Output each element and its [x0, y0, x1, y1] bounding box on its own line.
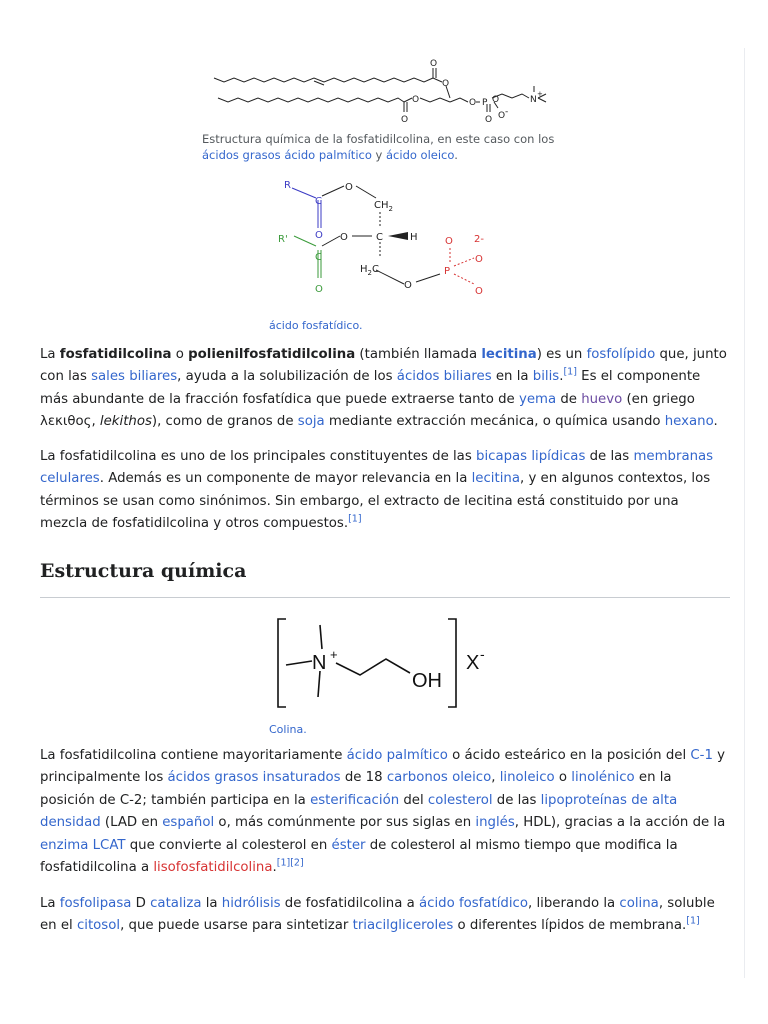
link-c1[interactable]: C-1 [690, 748, 713, 763]
link-hidrolisis[interactable]: hidrólisis [221, 896, 281, 911]
link-soja[interactable]: soja [297, 414, 325, 430]
italic-term: lekithos [99, 414, 152, 430]
bold-term: polienilfosfatidilcolina [188, 347, 356, 362]
link-ester[interactable]: éster [331, 837, 366, 853]
link-fosfolipido[interactable]: fosfolípido [586, 347, 656, 362]
atom-c: C [315, 196, 322, 207]
link-yema[interactable]: yema [518, 391, 557, 407]
link-linoleico[interactable]: linoleico [499, 770, 555, 786]
reference-2[interactable]: [2] [290, 857, 304, 869]
atom-o: O [445, 236, 453, 247]
link-lcat[interactable]: LCAT [92, 837, 126, 853]
link-espanol[interactable]: español [162, 815, 215, 831]
charge-label: 2- [474, 234, 484, 245]
atom-o: O [469, 98, 477, 108]
figure2-caption[interactable]: ácido fosfatídico. [269, 319, 363, 332]
link-sales-biliares[interactable]: sales biliares [91, 369, 178, 385]
atom-c: C [376, 232, 383, 243]
heading-divider [40, 597, 730, 598]
atom-n-charge: + [537, 90, 543, 98]
atom-o: O [412, 95, 420, 105]
caption-text: Estructura química de la fosfatidilcolina, en este caso con los [202, 132, 555, 146]
link-acidos-biliares[interactable]: ácidos biliares [396, 369, 492, 385]
content-right-border [744, 48, 745, 978]
hydrolysis-paragraph: La fosfolipasa D cataliza la hidrólisis de fosfatidilcolina a ácido fosfatídico, liberando la colina, soluble en el citosol, que puede usarse para sintetizar triacilgliceroles o diferentes lípidos de membrana.[1] [40, 896, 715, 934]
atom-n: N [312, 652, 327, 674]
link-ingles[interactable]: inglés [475, 815, 515, 831]
link-carbonos[interactable]: carbonos [386, 770, 448, 786]
link-esterificacion[interactable]: esterificación [310, 792, 400, 808]
link-huevo[interactable]: huevo [581, 391, 623, 407]
link-lipoproteinas[interactable]: lipoproteínas de alta densidad [40, 792, 678, 831]
atom-o: O [475, 254, 483, 265]
link-hexano[interactable]: hexano [664, 414, 714, 430]
bold-term: fosfatidilcolina [59, 347, 172, 362]
r-label: R [284, 180, 291, 191]
link-colesterol[interactable]: colesterol [427, 792, 493, 808]
right-bracket [448, 619, 456, 707]
figure1-caption [202, 131, 562, 163]
link-membranas-celulares[interactable]: membranas celulares [40, 449, 714, 487]
atom-n-charge: + [330, 647, 338, 662]
counter-ion-charge: - [480, 646, 485, 662]
counter-ion-label: X [466, 652, 480, 674]
link-lisofosfatidilcolina[interactable]: lisofosfatidilcolina [153, 860, 273, 876]
link-triacilgliceroles[interactable]: triacilgliceroles [352, 918, 454, 934]
phosphatidic-acid-structure-image[interactable] [268, 170, 498, 310]
link-acido-palmitico[interactable]: ácido palmítico [346, 748, 448, 763]
atom-o: O [485, 115, 493, 125]
atom-c: C [315, 252, 322, 263]
intro-paragraph: La fosfatidilcolina o polienilfosfatidilcolina (también llamada lecitina) es un fosfolípido que, junto con las sales biliares, ayuda a la solubilización de los ácidos biliares en la bilis.[1] Es el componente más abundante de la fracción fosfatídica que puede extraerse tanto de yema de huevo (en griego λεκιθος, lekithos), como de granos de soja mediante extracción mecánica, o química usando hexano. [40, 347, 727, 430]
ch2-label: $CH_2$ [374, 200, 393, 213]
link-bicapas-lipidicas[interactable]: bicapas lipídicas [476, 449, 586, 464]
link-cataliza[interactable]: cataliza [150, 896, 202, 911]
section-heading: Estructura química [40, 560, 247, 582]
link-fosfolipasa[interactable]: fosfolipasa [59, 896, 132, 911]
h2c-label: $H_2C$ [360, 264, 379, 277]
figure3-caption[interactable]: Colina. [269, 723, 307, 736]
atom-o: O [475, 286, 483, 297]
atom-o: O [404, 280, 412, 291]
choline-structure-image[interactable] [270, 615, 500, 715]
atom-n: N [530, 95, 537, 105]
link-acido-fosfatidico[interactable]: ácido fosfatídico [418, 896, 529, 911]
atom-p: P [444, 266, 451, 277]
atom-o: O [498, 111, 506, 121]
link-colina[interactable]: colina [619, 896, 659, 911]
atom-p: P [482, 98, 488, 108]
atom-o: O [340, 232, 348, 243]
link-bilis[interactable]: bilis [532, 369, 560, 385]
link-citosol[interactable]: citosol [76, 918, 121, 934]
reference-1[interactable]: [1] [348, 513, 362, 525]
hydroxyl-label: OH [412, 670, 442, 692]
r-prime-label: R' [278, 234, 288, 245]
atom-o: O [401, 115, 409, 125]
reference-1[interactable]: [1] [686, 915, 700, 927]
atom-o: O [315, 284, 323, 295]
membrane-paragraph: La fosfatidilcolina es uno de los principales constituyentes de las bicapas lipídicas de las membranas celulares. Además es un componente de mayor relevancia en la lecitina, y en algunos contextos, los términos se usan como sinónimos. Sin embargo, el extracto de lecitina está constituido por una mezcla de fosfatidilcolina y otros compuestos.[1] [40, 449, 714, 532]
caption-text: . [454, 148, 458, 162]
atom-h: H [410, 232, 418, 243]
link-linolenico[interactable]: linolénico [571, 770, 635, 786]
atom-o: O [315, 230, 323, 241]
link-lecitina[interactable]: lecitina [471, 471, 520, 487]
link-acido-oleico[interactable]: ácido oleico [386, 148, 455, 162]
oleic-chain [214, 78, 433, 82]
palmitic-chain [218, 98, 404, 102]
atom-o: O [430, 59, 438, 69]
link-oleico[interactable]: oleico [452, 770, 492, 786]
link-acidos-grasos-insaturados[interactable]: ácidos grasos insaturados [167, 770, 341, 786]
atom-o: O [492, 95, 500, 105]
link-enzima[interactable]: enzima [40, 837, 89, 853]
reference-1[interactable]: [1] [276, 857, 291, 869]
atom-o: O [345, 182, 353, 193]
composition-paragraph: La fosfatidilcolina contiene mayoritariamente ácido palmítico o ácido esteárico en la posición del C-1 y principalmente los ácidos grasos insaturados de 18 carbonos oleico, linoleico o linolénico en la posición de C-2; también participa en la esterificación del colesterol de las lipoproteínas de alta densidad (LAD en español o, más comúnmente por sus siglas en inglés, HDL), gracias a la acción de la enzima LCAT que convierte al colesterol en éster de colesterol al mismo tiempo que modifica la fosfatidilcolina a lisofosfatidilcolina.[1][2] [40, 748, 726, 876]
atom-o-charge: - [505, 107, 509, 117]
phosphatidylcholine-structure-image[interactable] [204, 52, 564, 132]
reference-1[interactable]: [1] [563, 366, 577, 378]
link-lecitina[interactable]: lecitina [481, 347, 537, 362]
atom-o: O [442, 79, 450, 89]
caption-text: y [371, 148, 386, 162]
left-bracket [278, 619, 286, 707]
link-acido-palmitico[interactable]: ácido palmítico [284, 148, 372, 162]
link-acidos-grasos[interactable]: ácidos grasos [202, 148, 281, 162]
